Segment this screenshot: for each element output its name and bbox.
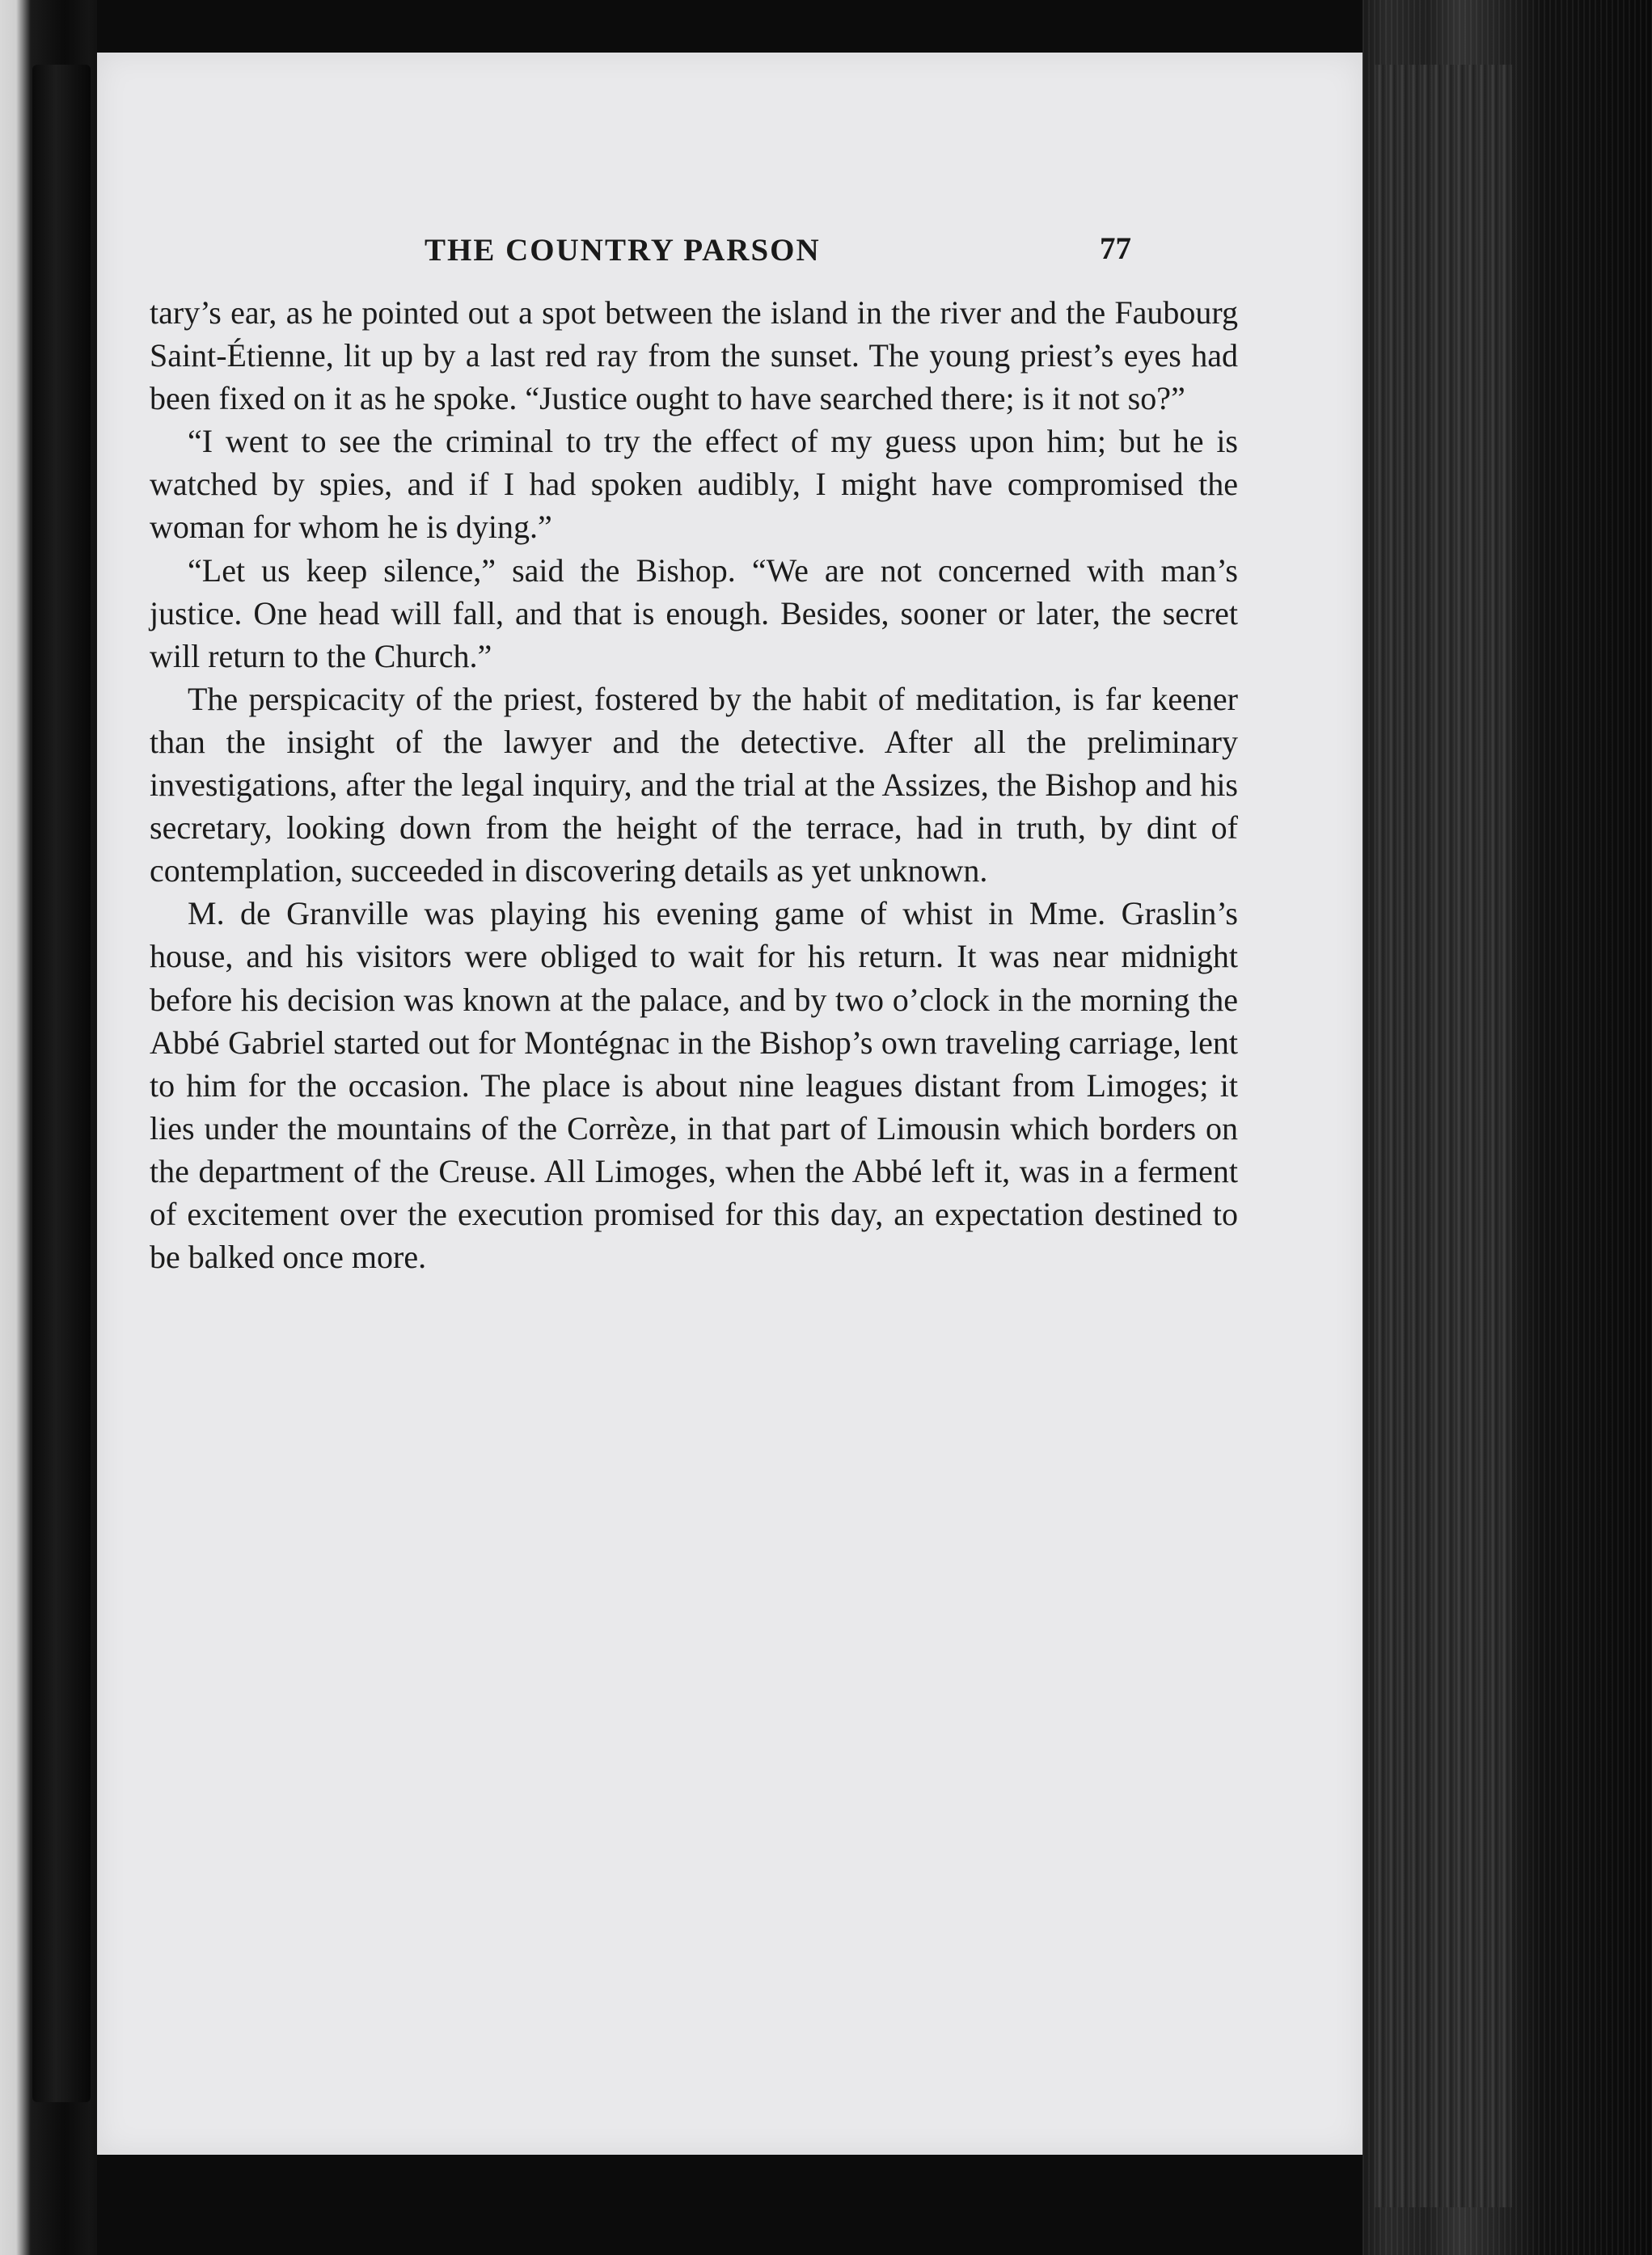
paragraph-2: “I went to see the criminal to try the effect of my guess upon him; but he is watched by spies, and if I had spoken audibly, I might have compromised the woman for whom he is dying.” (150, 423, 1238, 546)
top-border (97, 0, 1363, 53)
paragraph-5: M. de Granville was playing his evening game of whist in Mme. Graslin’s house, and his visitors were obliged to wait for his return. It was near midnight before his decision was known at the palace, and by two o’clock in the morning the Abbé Gabriel started out for Montégnac in the Bishop’s own traveling carriage, lent to him for the occasion. The place is about nine leagues distant from Limoges; it lies under the mountains of the Corrèze, in that part of Limousin which borders on the department of the Creuse. All Limoges, when the Abbé left it, was in a ferment of excitement over the execution promised for this day, an expectation destined to be balked once more. (150, 895, 1238, 1276)
paragraph-1: tary’s ear, as he pointed out a spot between the island in the river and the Faubourg Saint-Étienne, lit up by a last red ray from the sunset. The young priest’s eyes had been fixed on it as he spoke. “Justice ought to have searched there; is it not so?” (150, 294, 1238, 417)
page-number: 77 (1100, 231, 1131, 266)
running-title: THE COUNTRY PARSON (425, 233, 821, 268)
binding-gutter (32, 65, 91, 2102)
page-stack-texture (1375, 65, 1512, 2207)
bottom-border (97, 2155, 1363, 2255)
book-page (97, 53, 1363, 2155)
body-text (150, 291, 1238, 1278)
paragraph-4: The perspicacity of the priest, fostered by the habit of meditation, is far keener than the insight of the lawyer and the detective. After all the preliminary investigations, after the legal inquiry, and the trial at the Assizes, the Bishop and his secretary, looking down from the height of the terrace, had in truth, by dint of contemplation, succeeded in discovering details as yet unknown. (150, 680, 1238, 889)
paragraph-3: “Let us keep silence,” said the Bishop. “We are not concerned with man’s justice. One head will fall, and that is enough. Besides, sooner or later, the secret will return to the Church.” (150, 551, 1238, 674)
